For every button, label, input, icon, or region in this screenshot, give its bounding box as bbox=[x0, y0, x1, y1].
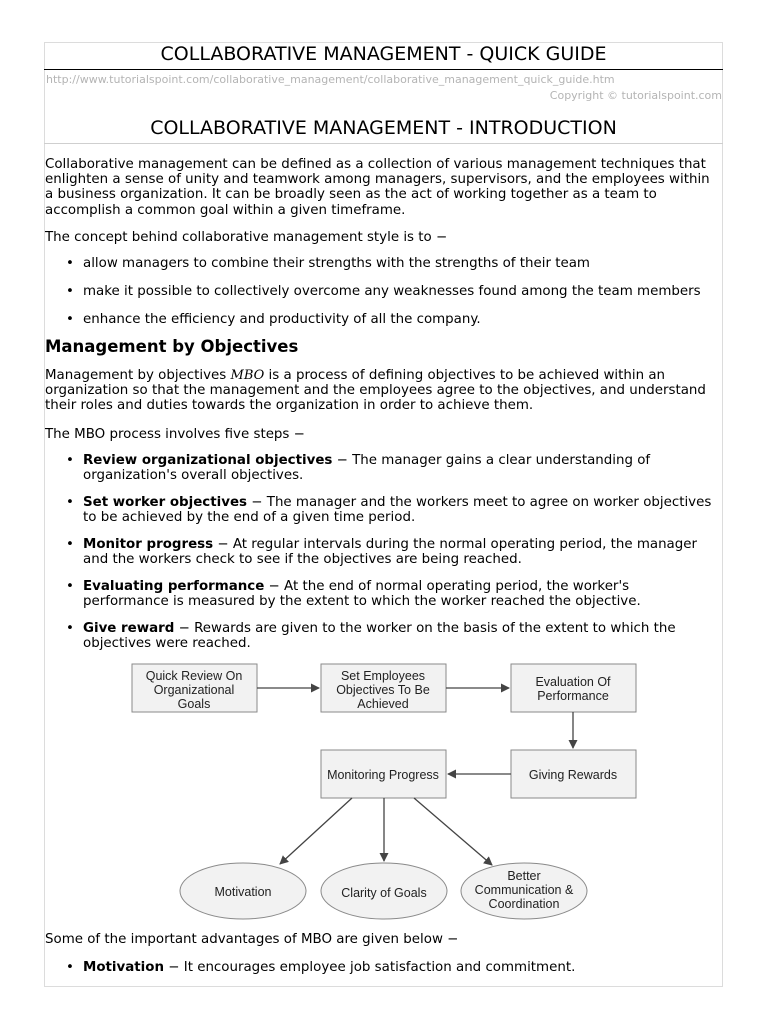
text-line: Collaborative management can be defined as a collection of various management techniques that bbox=[45, 157, 706, 172]
node-label: Objectives To Be bbox=[336, 683, 430, 697]
node-label: Communication & bbox=[474, 883, 574, 897]
step-term: Evaluating performance bbox=[83, 579, 265, 594]
node-label: Motivation bbox=[214, 885, 272, 899]
step-text: objectives were reached. bbox=[83, 636, 251, 652]
copyright-notice: Copyright © tutorialspoint.com bbox=[549, 89, 722, 102]
text-line: enlighten a sense of unity and teamwork among managers, supervisors, and the employees within bbox=[45, 172, 710, 188]
text-segment: is a process of defining objectives to be achieved within an bbox=[264, 368, 666, 383]
node-label: Clarity of Goals bbox=[341, 886, 427, 900]
node-label: Quick Review On bbox=[145, 669, 243, 683]
step-text: − The manager gains a clear understanding of bbox=[332, 453, 651, 468]
step-text: organization's overall objectives. bbox=[83, 468, 304, 484]
node-label: Goals bbox=[177, 697, 211, 711]
bullet-icon: • bbox=[66, 256, 74, 271]
list-item bbox=[66, 960, 724, 975]
bullet-icon: • bbox=[66, 284, 74, 299]
mbo-heading: Management by Objectives bbox=[45, 337, 299, 356]
step-text: to be achieved by the end of a given time period. bbox=[83, 510, 416, 526]
step-text: and the workers check to see if the objectives are being reached. bbox=[83, 552, 522, 568]
list-item-text: make it possible to collectively overcome any weaknesses found among the team members bbox=[83, 284, 701, 299]
advantage-text: − It encourages employee job satisfaction and commitment. bbox=[164, 960, 576, 975]
step-term: Set worker objectives bbox=[83, 495, 248, 510]
step-text: − The manager and the workers meet to agree on worker objectives bbox=[247, 495, 712, 510]
step-text: performance is measured by the extent to which the worker reached the objective. bbox=[83, 594, 641, 610]
text-line: organization so that the management and the employees agree to the objectives, and understand bbox=[45, 383, 706, 399]
bullet-icon: • bbox=[66, 453, 74, 468]
node-label: Monitoring Progress bbox=[327, 768, 439, 782]
list-item-text: allow managers to combine their strengths with the strengths of their team bbox=[83, 256, 590, 271]
list-item-text: enhance the efficiency and productivity of all the company. bbox=[83, 312, 481, 327]
text-line: their roles and duties towards the organization in order to achieve them. bbox=[45, 398, 534, 414]
step-term: Review organizational objectives bbox=[83, 453, 333, 468]
document-title: COLLABORATIVE MANAGEMENT - QUICK GUIDE bbox=[160, 43, 607, 65]
bullet-icon: • bbox=[66, 537, 74, 552]
advantages-intro: Some of the important advantages of MBO are given below − bbox=[45, 932, 459, 947]
text-segment: Management by objectives bbox=[45, 368, 231, 383]
arrow-icon bbox=[414, 798, 492, 865]
node-label: Organizational bbox=[153, 683, 235, 697]
node-label: Performance bbox=[537, 689, 609, 703]
step-text: − At regular intervals during the normal operating period, the manager bbox=[213, 537, 698, 552]
section-title: COLLABORATIVE MANAGEMENT - INTRODUCTION bbox=[150, 117, 617, 139]
bullet-icon: • bbox=[66, 960, 74, 975]
step-text: − At the end of normal operating period, the worker's bbox=[264, 579, 630, 594]
step-term: Monitor progress bbox=[83, 537, 214, 552]
bullet-icon: • bbox=[66, 312, 74, 327]
concept-paragraph: The concept behind collaborative management style is to − bbox=[45, 230, 448, 245]
text-line: accomplish a common goal within a given timeframe. bbox=[45, 202, 406, 218]
arrow-icon bbox=[280, 798, 352, 864]
bullet-icon: • bbox=[66, 621, 74, 636]
step-text: − Rewards are given to the worker on the basis of the extent to which the bbox=[174, 621, 676, 636]
node-label: Set Employees bbox=[340, 669, 426, 683]
bullet-icon: • bbox=[66, 579, 74, 594]
source-url[interactable]: http://www.tutorialspoint.com/collaborative_management/collaborative_management_quick_guide.htm bbox=[46, 73, 615, 86]
step-term: Give reward bbox=[83, 621, 175, 636]
node-label: Coordination bbox=[488, 897, 560, 911]
mbo-steps-intro: The MBO process involves five steps − bbox=[45, 427, 305, 442]
node-label: Better bbox=[507, 869, 541, 883]
mbo-abbreviation: MBO bbox=[230, 368, 265, 383]
node-label: Giving Rewards bbox=[528, 768, 618, 782]
bullet-icon: • bbox=[66, 495, 74, 510]
advantage-term: Motivation bbox=[83, 960, 165, 975]
text-line: a business organization. It can be broadly seen as the act of working together as a team to bbox=[45, 187, 657, 203]
node-label: Evaluation Of bbox=[535, 675, 611, 689]
node-label: Achieved bbox=[357, 697, 409, 711]
